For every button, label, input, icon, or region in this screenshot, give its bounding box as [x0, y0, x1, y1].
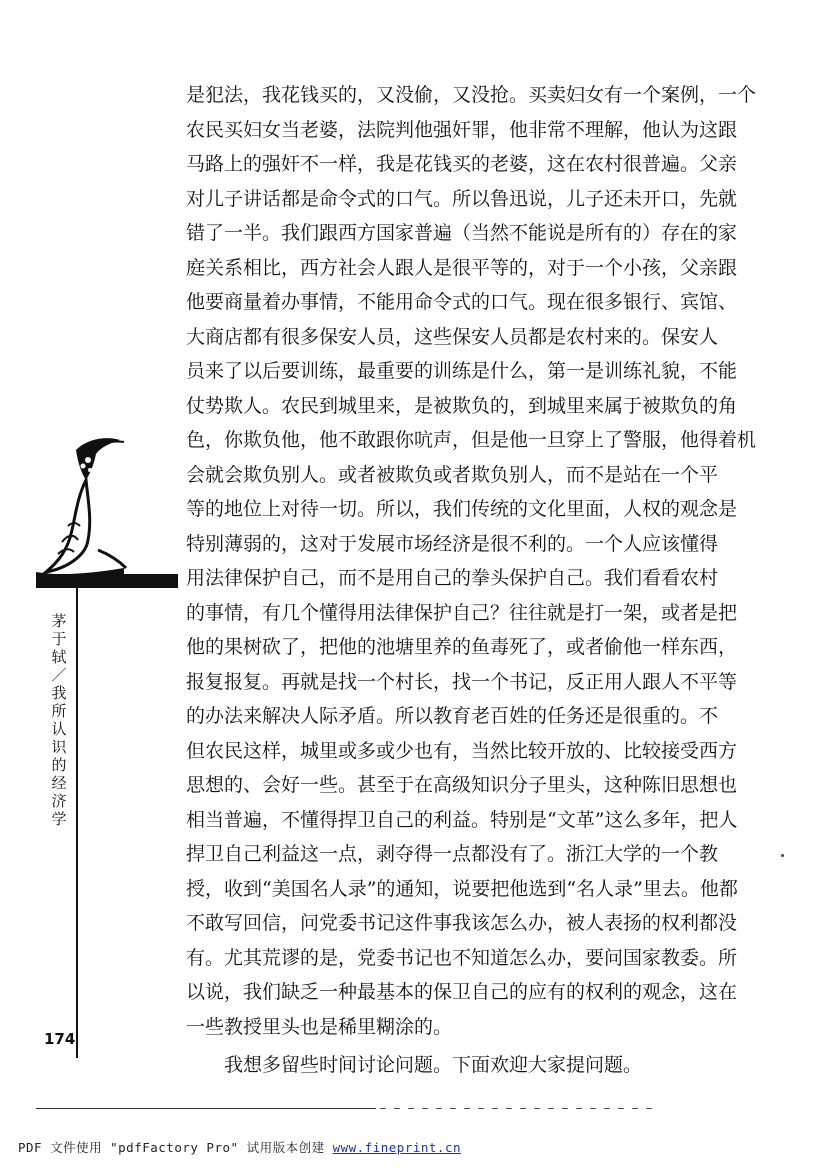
margin-mark [781, 854, 784, 857]
running-head: 茅于轼／我所认识的经济学 [51, 612, 67, 828]
text-line: 特别薄弱的，这对于发展市场经济是很不利的。一个人应该懂得 [186, 532, 719, 555]
text-line: 色，你欺负他，他不敢跟你吭声，但是他一旦穿上了警服，他得着机 [186, 429, 757, 451]
text-line: 大商店都有很多保安人员，这些保安人员都是农村来的。保安人 [186, 325, 719, 348]
text-line: 仗势欺人。农民到城里来，是被欺负的，到城里来属于被欺负的角 [186, 394, 738, 417]
bottom-rule [36, 1108, 376, 1109]
body-text [186, 78, 757, 1083]
text-line: 授，收到“美国名人录”的通知，说要把他选到“名人录”里去。他都 [186, 877, 738, 900]
pdf-footer [18, 1138, 461, 1156]
page-number: 174 [44, 1030, 76, 1048]
text-line: 会就会欺负别人。或者被欺负或者欺负别人，而不是站在一个平 [186, 463, 719, 486]
text-line: 农民买妇女当老婆，法院判他强奸罪，他非常不理解，他认为这跟 [186, 118, 738, 141]
footer-link[interactable]: www.fineprint.cn [332, 1140, 462, 1155]
text-line: 以说，我们缺乏一种最基本的保卫自己的应有的权利的观念，这在 [186, 981, 738, 1003]
text-line: 错了一半。我们跟西方国家普遍（当然不能说是所有的）存在的家 [186, 222, 738, 244]
text-line: 一些教授里头也是稀里糊涂的。 [186, 1015, 453, 1038]
text-line: 不敢写回信，问党委书记这件事我该怎么办，被人表扬的权利都没 [186, 912, 738, 934]
text-line: 的办法来解决人际矛盾。所以教育老百姓的任务还是很重的。不 [186, 705, 719, 727]
text-line: 对儿子讲话都是命令式的口气。所以鲁迅说，儿子还未开口，先就 [186, 187, 738, 210]
text-line: 捍卫自己利益这一点，剥夺得一点都没有了。浙江大学的一个教 [186, 843, 719, 865]
text-line: 但农民这样，城里或多或少也有，当然比较开放的、比较接受西方 [186, 739, 738, 762]
text-line: 庭关系相比，西方社会人跟人是很平等的，对于一个小孩，父亲跟 [186, 256, 738, 279]
text-line: 有。尤其荒谬的是，党委书记也不知道怎么办，要问国家教委。所 [186, 946, 738, 969]
text-line: 等的地位上对待一切。所以，我们传统的文化里面，人权的观念是 [186, 498, 738, 520]
text-line: 报复报复。再就是找一个村长，找一个书记，反正用人跟人不平等 [186, 670, 738, 693]
text-line: 是犯法，我花钱买的，又没偷，又没抢。买卖妇女有一个案例，一个 [186, 84, 757, 106]
text-line: 员来了以后要训练，最重要的训练是什么，第一是训练礼貌，不能 [186, 360, 738, 382]
text-line: 马路上的强奸不一样，我是花钱买的老婆，这在农村很普遍。父亲 [186, 153, 738, 175]
text-line: 他要商量着办事情，不能用命令式的口气。现在很多银行、宾馆、 [186, 291, 738, 313]
decorative-rule [36, 574, 178, 588]
text-line: 的事情，有几个懂得用法律保护自己？往往就是打一架，或者是把 [186, 601, 738, 624]
text-line: 用法律保护自己，而不是用自己的拳头保护自己。我们看看农村 [186, 567, 719, 589]
footer-text: PDF 文件使用 "pdfFactory Pro" 试用版本创建 [18, 1140, 333, 1155]
bird-emblem-icon [28, 430, 128, 590]
bottom-rule-dashed [380, 1108, 660, 1109]
closing-paragraph: 我想多留些时间讨论问题。下面欢迎大家提问题。 [224, 1054, 643, 1076]
text-line: 相当普遍，不懂得捍卫自己的利益。特别是“文革”这么多年，把人 [186, 808, 738, 831]
text-line: 思想的、会好一些。甚至于在高级知识分子里头，这种陈旧思想也 [186, 774, 738, 796]
side-vertical-rule [76, 588, 78, 1058]
text-line: 他的果树砍了，把他的池塘里养的鱼毒死了，或者偷他一样东西， [186, 636, 738, 658]
